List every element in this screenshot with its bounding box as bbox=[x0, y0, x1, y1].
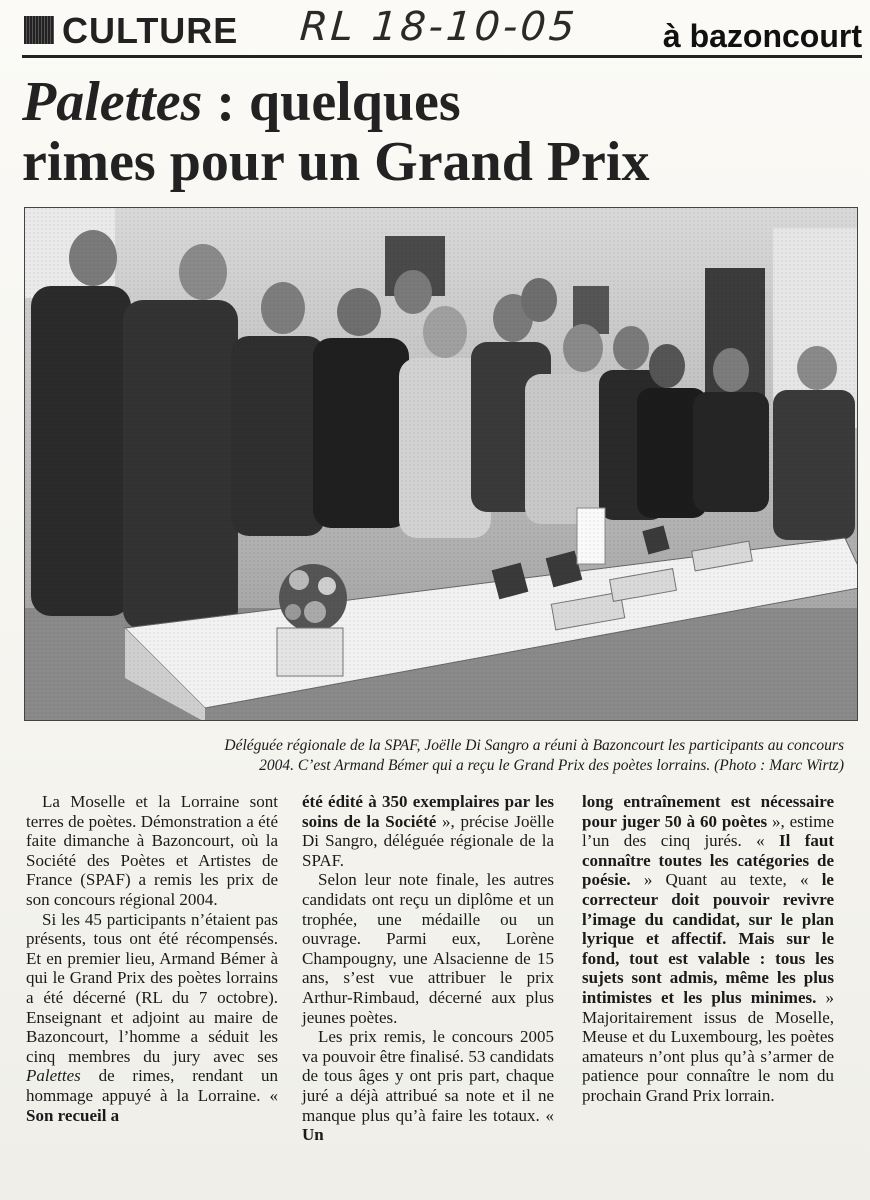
section-label: CULTURE bbox=[62, 10, 239, 51]
text-run: », estime l’un des cinq jurés. « bbox=[582, 811, 834, 851]
location-label: à bazoncourt bbox=[662, 18, 862, 54]
bold-quote: le correcteur doit pouvoir revivre l’image du candidat, sur le plan lyrique et affectif. Mais sur le fond, tout est valable : tous les sujets sont admis, même les plus intimistes et les plus minimes. bbox=[582, 870, 834, 1007]
section-marker-icon bbox=[24, 16, 54, 44]
bold-quote: été édité à 350 exemplaires par les soins de la Société bbox=[302, 792, 554, 831]
article-body bbox=[26, 792, 841, 1192]
text-run: de rimes, rendant un hommage appuyé à la Lorraine. « bbox=[26, 1066, 278, 1105]
text-run: » Majoritairement issus de Moselle, Meuse et du Luxembourg, les poètes amateurs n’ont plus qu’à s’armer de patience pour connaître le nom du prochain Grand Prix lorrain. bbox=[582, 987, 835, 1105]
page-header bbox=[22, 6, 862, 56]
bold-quote: long entraînement est nécessaire pour juger 50 à 60 poètes bbox=[582, 792, 834, 831]
caption-line-2: 2004. C’est Armand Bémer qui a reçu le Grand Prix des poètes lorrains. (Photo : Marc Wirtz) bbox=[259, 757, 844, 774]
paragraph: Selon leur note finale, les autres candidats ont reçu un diplôme et un trophée, une médaille ou un ouvrage. Parmi eux, Lorène Champougny, une Alsacienne de 15 ans, s’est vue attribuer le prix Arthur-Rimbaud, décerné aux plus jeunes poètes. bbox=[302, 870, 554, 1027]
text-run: Si les 45 participants n’étaient pas présents, tous ont été récompensés. Et en premier lieu, Armand Bémer à qui le Grand Prix des poètes lorrains a été décerné (RL du 7 octobre). Enseignant et adjoint au maire de Bazonc‍ourt, l’homme a séduit les cinq membres du jury avec ses bbox=[26, 909, 278, 1066]
paragraph bbox=[26, 910, 278, 1126]
text-run: » Quant au texte, « bbox=[630, 870, 809, 890]
headline-line1-rest: : quelques bbox=[202, 71, 461, 133]
header-rule bbox=[22, 55, 862, 58]
headline-italic: Palettes bbox=[22, 71, 203, 133]
paragraph: La Moselle et la Lorraine sont terres de poètes. Démonstration a été faite dimanche à Bazoncourt, où la Société des Poètes et Artistes de France (SPAF) a remis les prix de son concours régional 2004. bbox=[26, 792, 278, 909]
headline bbox=[22, 72, 842, 192]
italic-title: Palettes bbox=[26, 1066, 81, 1086]
paragraph bbox=[582, 792, 834, 1106]
article-column-2 bbox=[302, 792, 554, 1145]
handwritten-date-reference: RL 18-10-05 bbox=[298, 4, 579, 50]
text-run: », précise Joëlle Di Sangro, déléguée régionale de la SPAF. bbox=[302, 811, 554, 870]
article-column-3 bbox=[582, 792, 834, 1106]
article-column-1 bbox=[26, 792, 278, 1125]
paragraph bbox=[302, 1027, 554, 1145]
paragraph bbox=[302, 792, 554, 870]
bold-quote: Il faut connaître toutes les catégories de poésie. bbox=[582, 831, 834, 890]
group-photo-illustration bbox=[25, 208, 858, 721]
bold-quote: Un bbox=[302, 1125, 324, 1145]
bold-quote: Son recueil a bbox=[26, 1105, 120, 1125]
group-photo bbox=[24, 207, 858, 721]
caption-line-1: Déléguée régionale de la SPAF, Joëlle Di Sangro a réuni à Bazoncourt les participants au concours bbox=[224, 737, 844, 754]
headline-line2: rimes pour un Grand Prix bbox=[22, 131, 650, 193]
photo-caption bbox=[24, 736, 844, 776]
text-run: Les prix remis, le concours 2005 va pouvoir être finalisé. 53 candidats de tous âges y ont pris part, chaque juré a déjà attribué sa note et il ne manque plus qu’à faire les totaux. « bbox=[302, 1027, 554, 1125]
